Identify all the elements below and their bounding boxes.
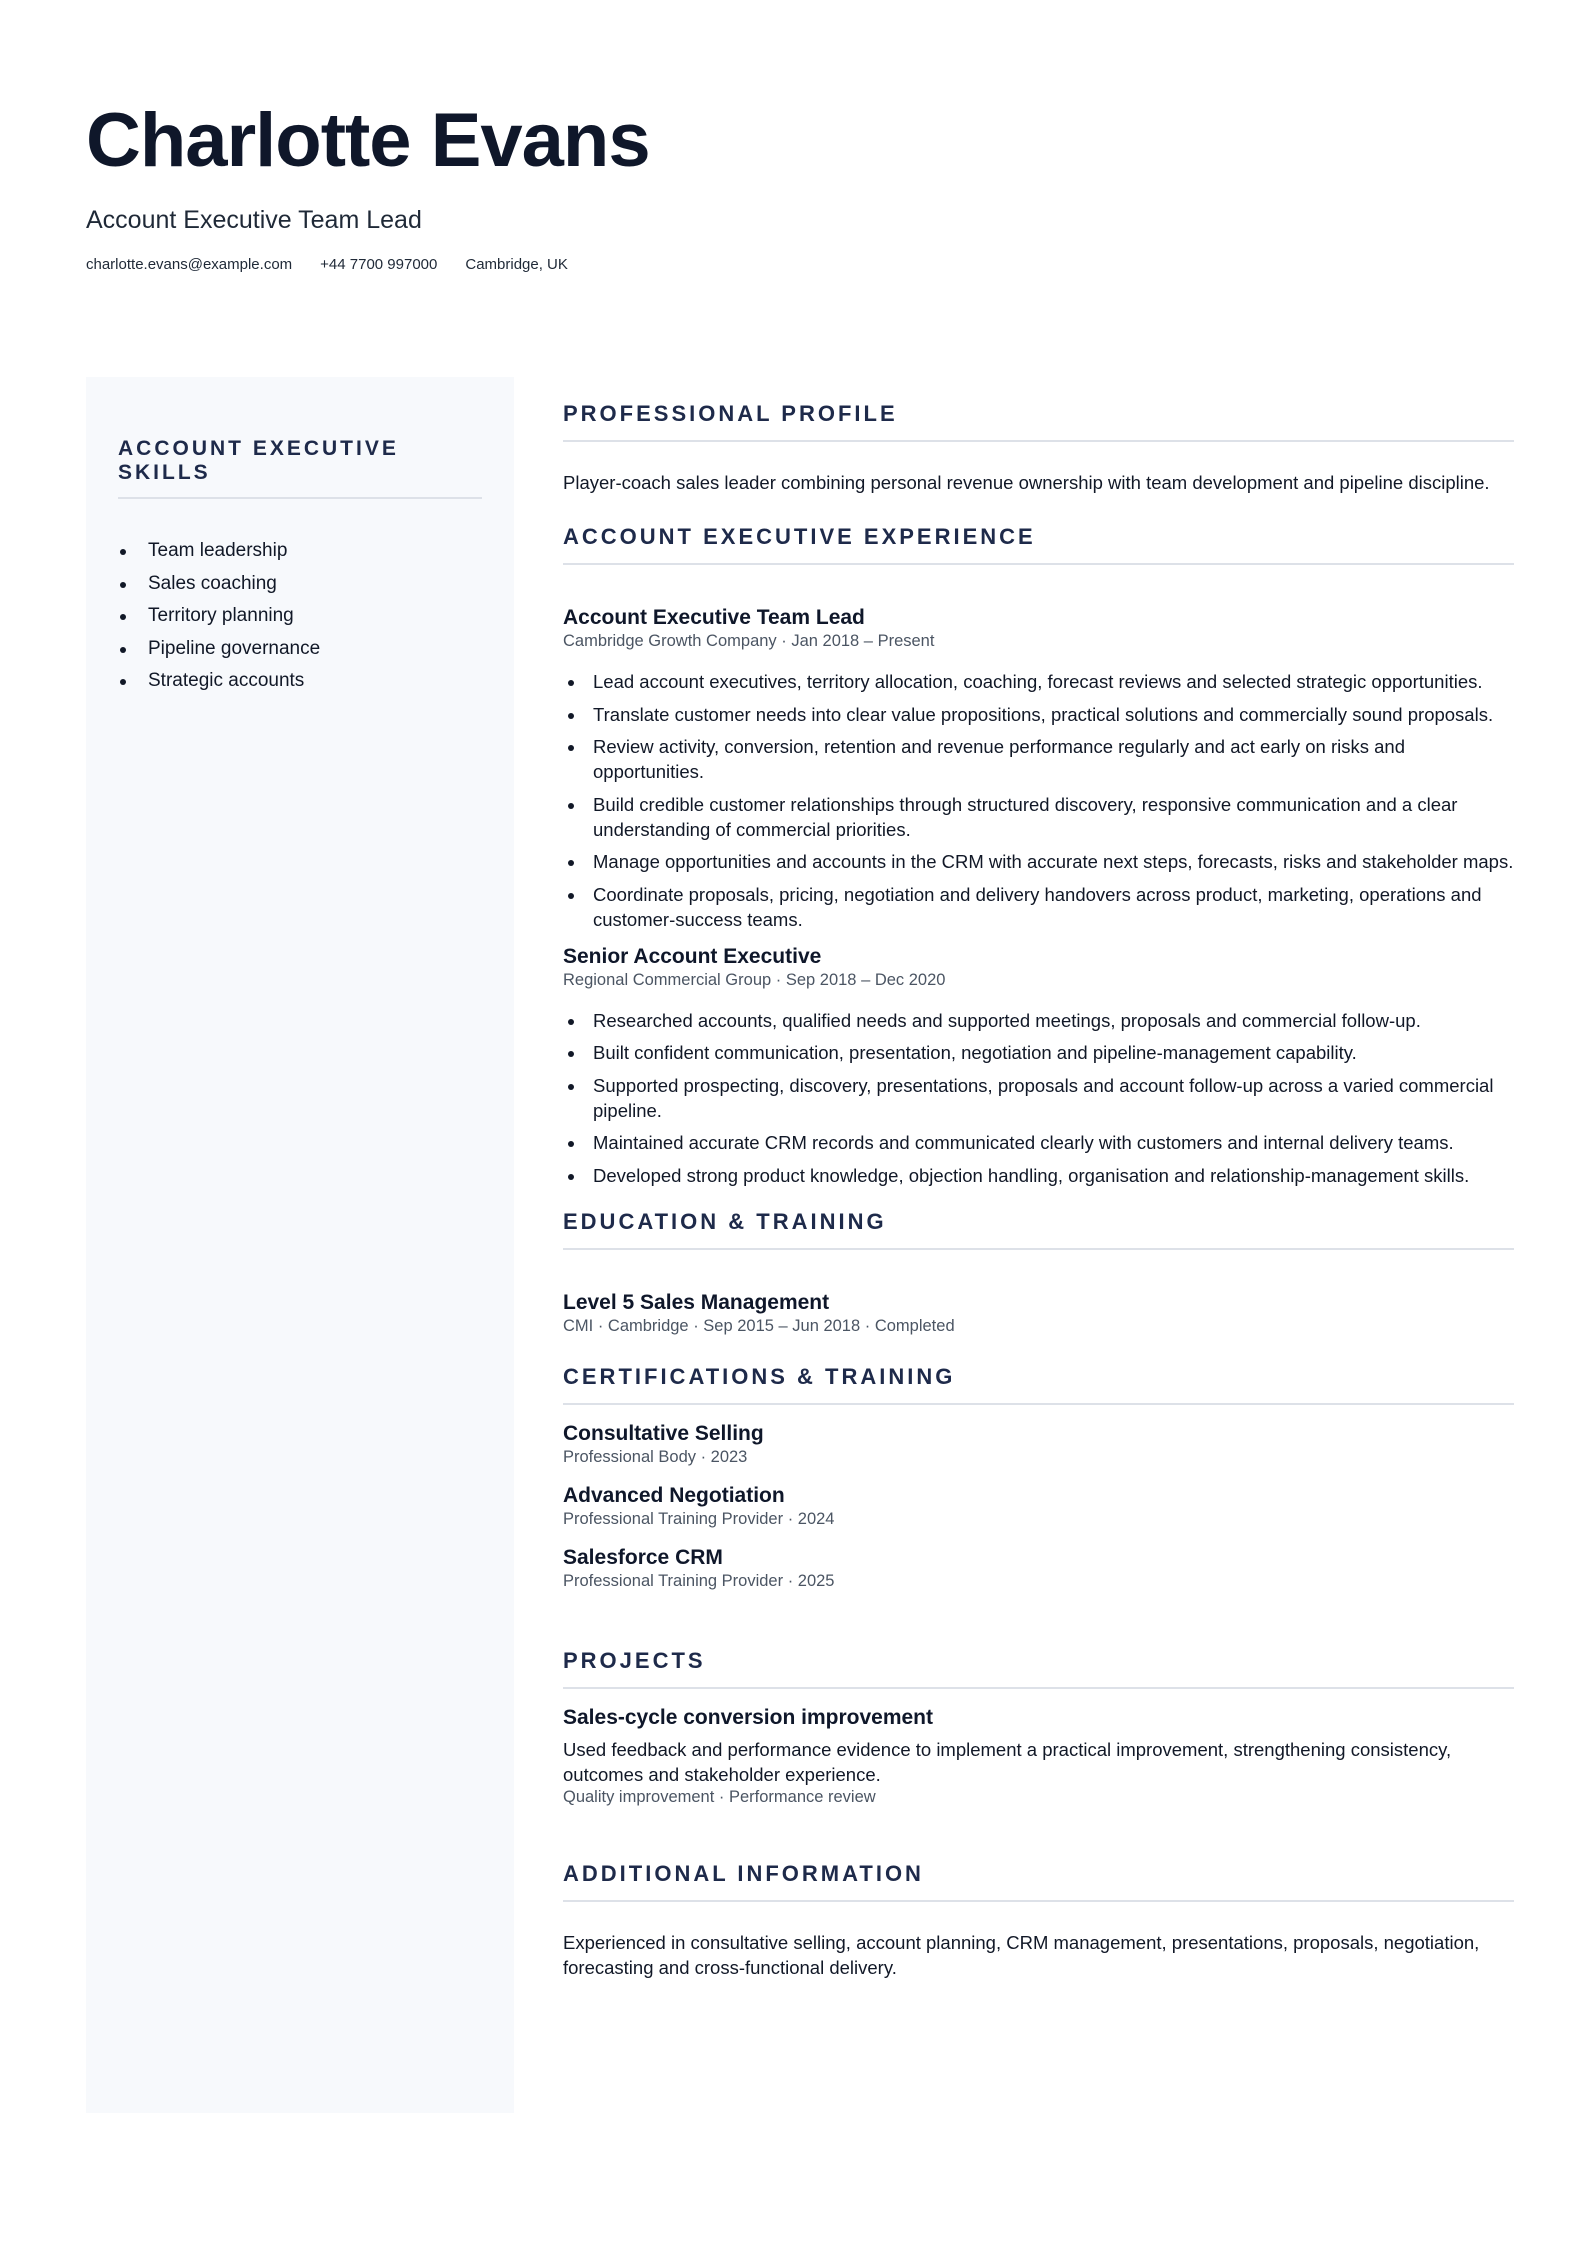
additional-text: Experienced in consultative selling, account planning, CRM management, presentations, proposals, negotiation, forecasting and cross-functional delivery. — [563, 1931, 1480, 1978]
education-heading: EDUCATION & TRAINING — [563, 1208, 1514, 1250]
project-description: Used feedback and performance evidence to implement a practical improvement, strengthening consistency, outcomes and stakeholder experience. — [563, 1738, 1452, 1785]
profile-section — [563, 400, 1514, 495]
education-section — [563, 1208, 1514, 1336]
education-details: CMI · Cambridge · Sep 2015 – Jun 2018 · Completed — [563, 1316, 955, 1335]
job-entry — [563, 605, 1514, 932]
job-company-dates: Cambridge Growth Company · Jan 2018 – Present — [563, 632, 935, 650]
certification-details: Professional Body · 2023 — [563, 1447, 748, 1466]
resume-header — [86, 96, 1506, 276]
skills-sidebar — [86, 377, 514, 2113]
additional-heading: ADDITIONAL INFORMATION — [563, 1860, 1514, 1902]
job-bullet: Researched accounts, qualified needs and supported meetings, proposals and commercial follow-up. — [563, 1008, 1514, 1033]
contact-row — [86, 254, 1506, 276]
job-title: Account Executive Team Lead — [563, 606, 865, 629]
certification-title: Salesforce CRM — [563, 1545, 723, 1569]
project-tags: Quality improvement · Performance review — [563, 1787, 876, 1806]
job-title: Senior Account Executive — [563, 944, 822, 968]
education-title: Level 5 Sales Management — [563, 1290, 830, 1314]
experience-heading: ACCOUNT EXECUTIVE EXPERIENCE — [563, 523, 1514, 565]
job-bullet: Lead account executives, territory allocation, coaching, forecast reviews and selected strategic opportunities. — [563, 669, 1514, 694]
skill-item: Strategic accounts — [118, 665, 482, 698]
education-entry — [563, 1290, 1514, 1336]
certifications-heading: CERTIFICATIONS & TRAINING — [563, 1363, 1514, 1405]
job-company-dates: Regional Commercial Group · Sep 2018 – Dec 2020 — [563, 970, 946, 989]
contact-location: Cambridge, UK — [465, 256, 568, 273]
skills-heading: ACCOUNT EXECUTIVE SKILLS — [118, 437, 482, 499]
certification-entry — [563, 1545, 1514, 1591]
job-bullet: Supported prospecting, discovery, presentations, proposals and account follow-up across a varied commercial pipeline. — [563, 1073, 1514, 1123]
skill-item: Team leadership — [118, 535, 482, 568]
candidate-name: Charlotte Evans — [86, 98, 650, 183]
contact-phone[interactable]: +44 7700 997000 — [320, 256, 438, 273]
skill-item: Sales coaching — [118, 568, 482, 601]
job-bullet: Translate customer needs into clear value propositions, practical solutions and commercially sound proposals. — [563, 702, 1514, 727]
certification-details: Professional Training Provider · 2025 — [563, 1571, 835, 1590]
certification-details: Professional Training Provider · 2024 — [563, 1509, 835, 1528]
projects-heading: PROJECTS — [563, 1647, 1514, 1689]
skills-list — [118, 535, 482, 698]
job-bullets — [563, 669, 1514, 932]
profile-heading: PROFESSIONAL PROFILE — [563, 400, 1514, 442]
contact-email[interactable]: charlotte.evans@example.com — [86, 256, 293, 273]
job-bullet: Developed strong product knowledge, objection handling, organisation and relationship-management skills. — [563, 1163, 1514, 1188]
additional-section — [563, 1860, 1514, 1980]
project-entry — [563, 1705, 1514, 1808]
certification-title: Consultative Selling — [563, 1421, 764, 1445]
certification-title: Advanced Negotiation — [563, 1483, 785, 1507]
main-column — [563, 400, 1514, 1980]
skill-item: Territory planning — [118, 600, 482, 633]
job-bullet: Coordinate proposals, pricing, negotiation and delivery handovers across product, marketing, operations and customer-success teams. — [563, 882, 1514, 932]
skill-item: Pipeline governance — [118, 633, 482, 666]
job-bullet: Review activity, conversion, retention and revenue performance regularly and act early on risks and opportunities. — [563, 734, 1514, 784]
profile-text: Player-coach sales leader combining personal revenue ownership with team development and pipeline discipline. — [563, 472, 1490, 493]
job-entry — [563, 944, 1514, 1188]
job-bullet: Maintained accurate CRM records and communicated clearly with customers and internal delivery teams. — [563, 1130, 1514, 1155]
projects-section — [563, 1647, 1514, 1808]
job-bullet: Manage opportunities and accounts in the CRM with accurate next steps, forecasts, risks and stakeholder maps. — [563, 849, 1514, 874]
candidate-headline: Account Executive Team Lead — [86, 206, 422, 234]
job-bullets — [563, 1008, 1514, 1188]
project-title: Sales-cycle conversion improvement — [563, 1705, 933, 1729]
job-bullet: Built confident communication, presentation, negotiation and pipeline-management capability. — [563, 1040, 1514, 1065]
certifications-section — [563, 1363, 1514, 1591]
job-bullet: Build credible customer relationships through structured discovery, responsive communication and a clear understanding of commercial priorities. — [563, 792, 1514, 842]
certification-entry — [563, 1421, 1514, 1467]
certification-entry — [563, 1483, 1514, 1529]
experience-section — [563, 523, 1514, 1188]
